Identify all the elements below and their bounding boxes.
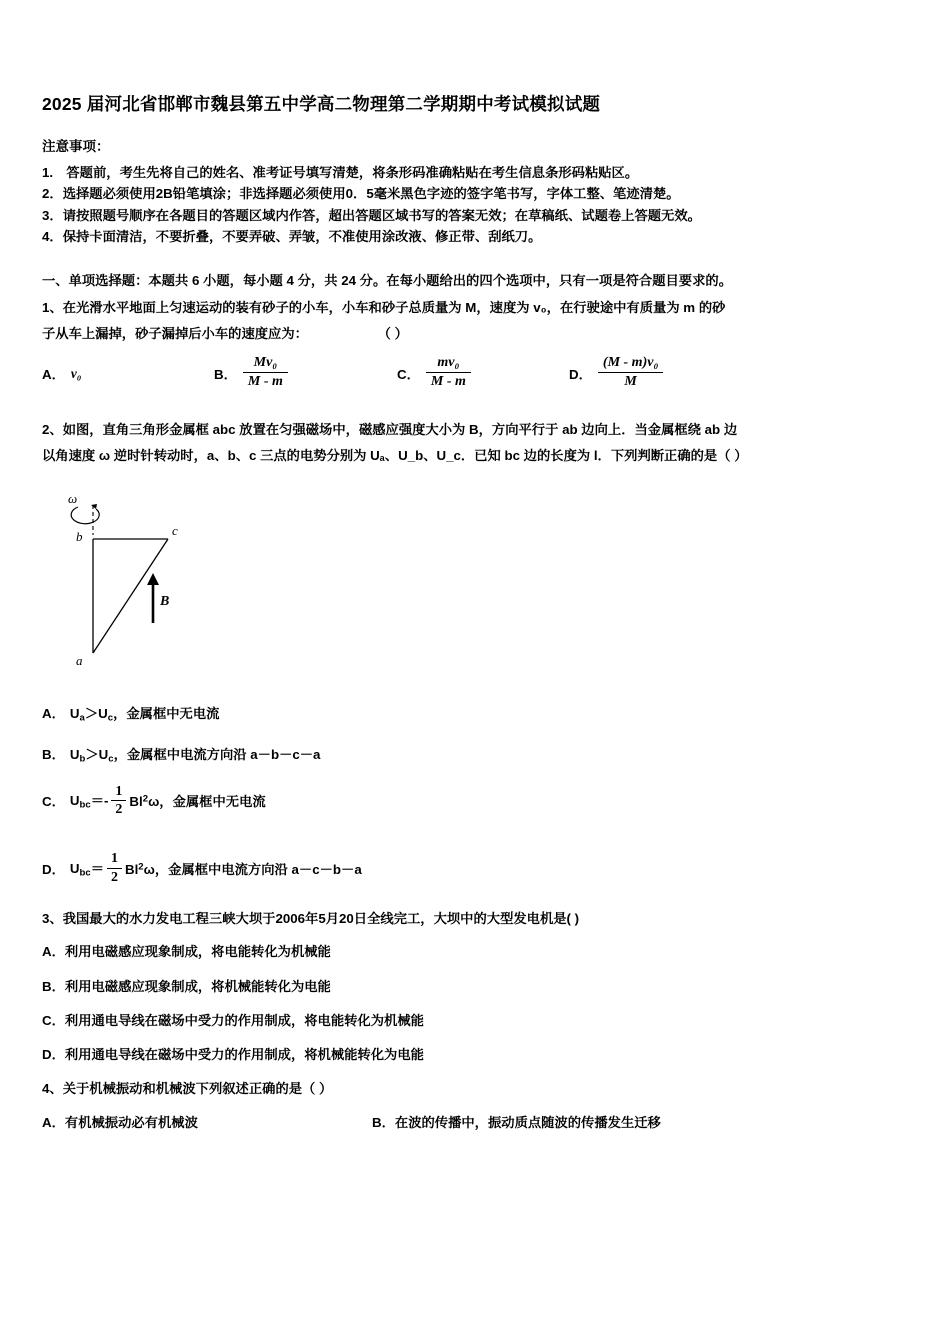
option-2-D[interactable] [42,852,910,886]
question-1 [42,295,910,391]
label-B: B [160,593,170,609]
option-1-B[interactable] [214,357,288,391]
edge-ac [93,539,168,653]
question-1-options [42,357,910,391]
notice-item-3: 3．请按照题号顺序在各题目的答题区域内作答，超出答题区域书写的答案无效；在草稿纸、试题卷上答题无效。 [42,207,701,223]
option-2-B[interactable] [42,744,910,767]
option-1-C-fraction [426,355,471,390]
option-3-A-label: A． [42,944,65,960]
question-3-number: 3、 [42,911,63,927]
page-title: 2025 届河北省邯郸市魏县第五中学高二物理第二学期期中考试模拟试题 [42,94,601,114]
option-3-C-text: 利用通电导线在磁场中受力的作用制成，将电能转化为机械能 [64,1012,424,1028]
option-1-D-denominator: M [624,374,637,390]
option-2-C-suffix: Bl$^2$ω，金属框中无电流 [129,793,266,809]
option-3-A[interactable] [42,941,910,962]
question-2-line2: 以角速度 ω 逆时针转动时，a、b、c 三点的电势分别为 Uₐ、U_b、U_c．已知 bc 边的长度为 l．下列判断正确的是（ ） [42,447,748,463]
option-1-A[interactable] [42,357,81,391]
option-2-C-numerator: 1 [111,784,126,801]
option-4-A[interactable] [42,1112,198,1131]
label-c: c [172,522,178,538]
option-1-C-label: C． [397,367,420,383]
option-4-B[interactable] [372,1112,661,1131]
question-3-text [42,908,910,929]
option-1-D-label: D． [569,367,592,383]
option-3-D[interactable] [42,1044,910,1065]
section-heading: 一、单项选择题：本题共 6 小题，每小题 4 分，共 24 分。在每小题给出的四个选项中，只有一项是符合题目要求的。 [42,272,732,288]
option-2-D-suffix: Bl$^2$ω，金属框中电流方向沿 a－c－b－a [124,861,362,877]
option-1-A-label: A． [42,367,65,383]
question-3-body: 我国最大的水力发电工程三峡大坝于2006年5月20日全线完工，大坝中的大型发电机是( ) [62,911,580,927]
question-2-line1 [42,417,910,443]
question-2-number: 2、 [42,421,63,437]
label-a: a [76,652,83,668]
question-1-line1 [42,295,910,321]
notice-heading: 注意事项： [42,138,110,154]
question-3 [42,908,910,1065]
option-1-D[interactable] [569,357,663,391]
question-1-text2: 子从车上漏掉，砂子漏掉后小车的速度应为： [42,325,308,341]
option-2-D-label: D． [42,861,65,877]
option-1-A-value: v₀ [70,365,82,381]
option-1-C-denominator: M - m [430,374,466,390]
option-3-D-text: 利用通电导线在磁场中受力的作用制成，将机械能转化为电能 [64,1047,424,1063]
question-4-number: 4、 [42,1081,63,1097]
option-2-C-label: C． [42,793,65,809]
question-1-number: 1、 [42,299,63,315]
question-4 [42,1078,910,1133]
option-2-D-fraction [107,851,122,885]
question-1-bracket: （ ） [377,325,408,341]
rotation-arc [71,507,99,524]
notice-item-4: 4．保持卡面清洁，不要折叠，不要弄破、弄皱，不准使用涂改液、修正带、刮纸刀。 [42,229,542,245]
question-2 [42,417,910,886]
question-1-text1: 在光滑水平地面上匀速运动的装有砂子的小车，小车和砂子总质量为 M，速度为 v₀，在行驶途中有质量为 m 的砂 [62,299,726,315]
figure-svg [56,475,296,675]
question-4-text [42,1078,910,1099]
triangle-coil-figure [56,475,296,675]
option-4-A-text: 有机械振动必有机械波 [64,1114,198,1130]
option-2-C[interactable] [42,785,910,819]
option-2-B-text: $U_b>U_c$，金属框中电流方向沿 a－b－c－a [69,746,321,765]
option-1-B-label: B． [214,367,237,383]
option-3-B-text: 利用电磁感应现象制成，将机械能转化为电能 [64,978,331,994]
option-2-C-prefix: $U_{bc}=-$ [69,792,109,811]
option-2-D-prefix: $U_{bc}=$ [69,860,104,879]
option-1-B-denominator: M - m [247,374,283,390]
option-2-D-numerator: 1 [107,851,122,868]
option-2-B-label: B． [42,747,65,763]
option-2-A-text: $U_a>U_c$，金属框中无电流 [69,705,220,724]
label-b: b [76,528,83,544]
option-2-A[interactable] [42,703,910,726]
option-4-B-text: 在波的传播中，振动质点随波的传播发生迁移 [394,1114,661,1130]
option-1-B-fraction [243,355,288,390]
option-3-D-label: D． [42,1047,65,1063]
notice-item-2: 2．选择题必须使用2B铅笔填涂；非选择题必须使用0．5毫米黑色字迹的签字笔书写，字体工整、笔迹清楚。 [42,186,680,202]
option-3-C-label: C． [42,1012,65,1028]
question-4-options [42,1112,910,1134]
option-4-B-label: B． [372,1114,395,1130]
option-3-C[interactable] [42,1010,910,1031]
option-1-C[interactable] [397,357,471,391]
option-1-C-numerator: mv₀ [426,355,471,373]
option-4-A-label: A． [42,1114,65,1130]
option-3-B[interactable] [42,976,910,997]
field-arrow-head [147,573,159,585]
option-2-C-denominator: 2 [115,801,123,817]
label-omega: ω [68,490,78,506]
option-3-A-text: 利用电磁感应现象制成，将电能转化为机械能 [64,944,331,960]
option-1-B-numerator: Mv₀ [243,355,288,373]
option-2-A-label: A． [42,706,65,722]
question-4-body: 关于机械振动和机械波下列叙述正确的是（ ） [62,1081,333,1097]
notice-item-1: 1. 答题前，考生先将自己的姓名、准考证号填写清楚，将条形码准确粘贴在考生信息条形码粘贴区。 [42,164,639,180]
question-1-line2 [42,321,910,347]
option-3-B-label: B． [42,978,65,994]
rotation-arrow-head [91,504,97,509]
option-1-D-fraction [598,355,663,390]
option-2-D-denominator: 2 [110,869,118,885]
page-content [42,92,910,1134]
option-2-C-fraction [111,784,126,818]
question-2-text1: 如图，直角三角形金属框 abc 放置在匀强磁场中，磁感应强度大小为 B，方向平行于 ab 边向上．当金属框绕 ab 边 [62,421,738,437]
option-1-D-numerator: (M - m)v₀ [598,355,663,373]
